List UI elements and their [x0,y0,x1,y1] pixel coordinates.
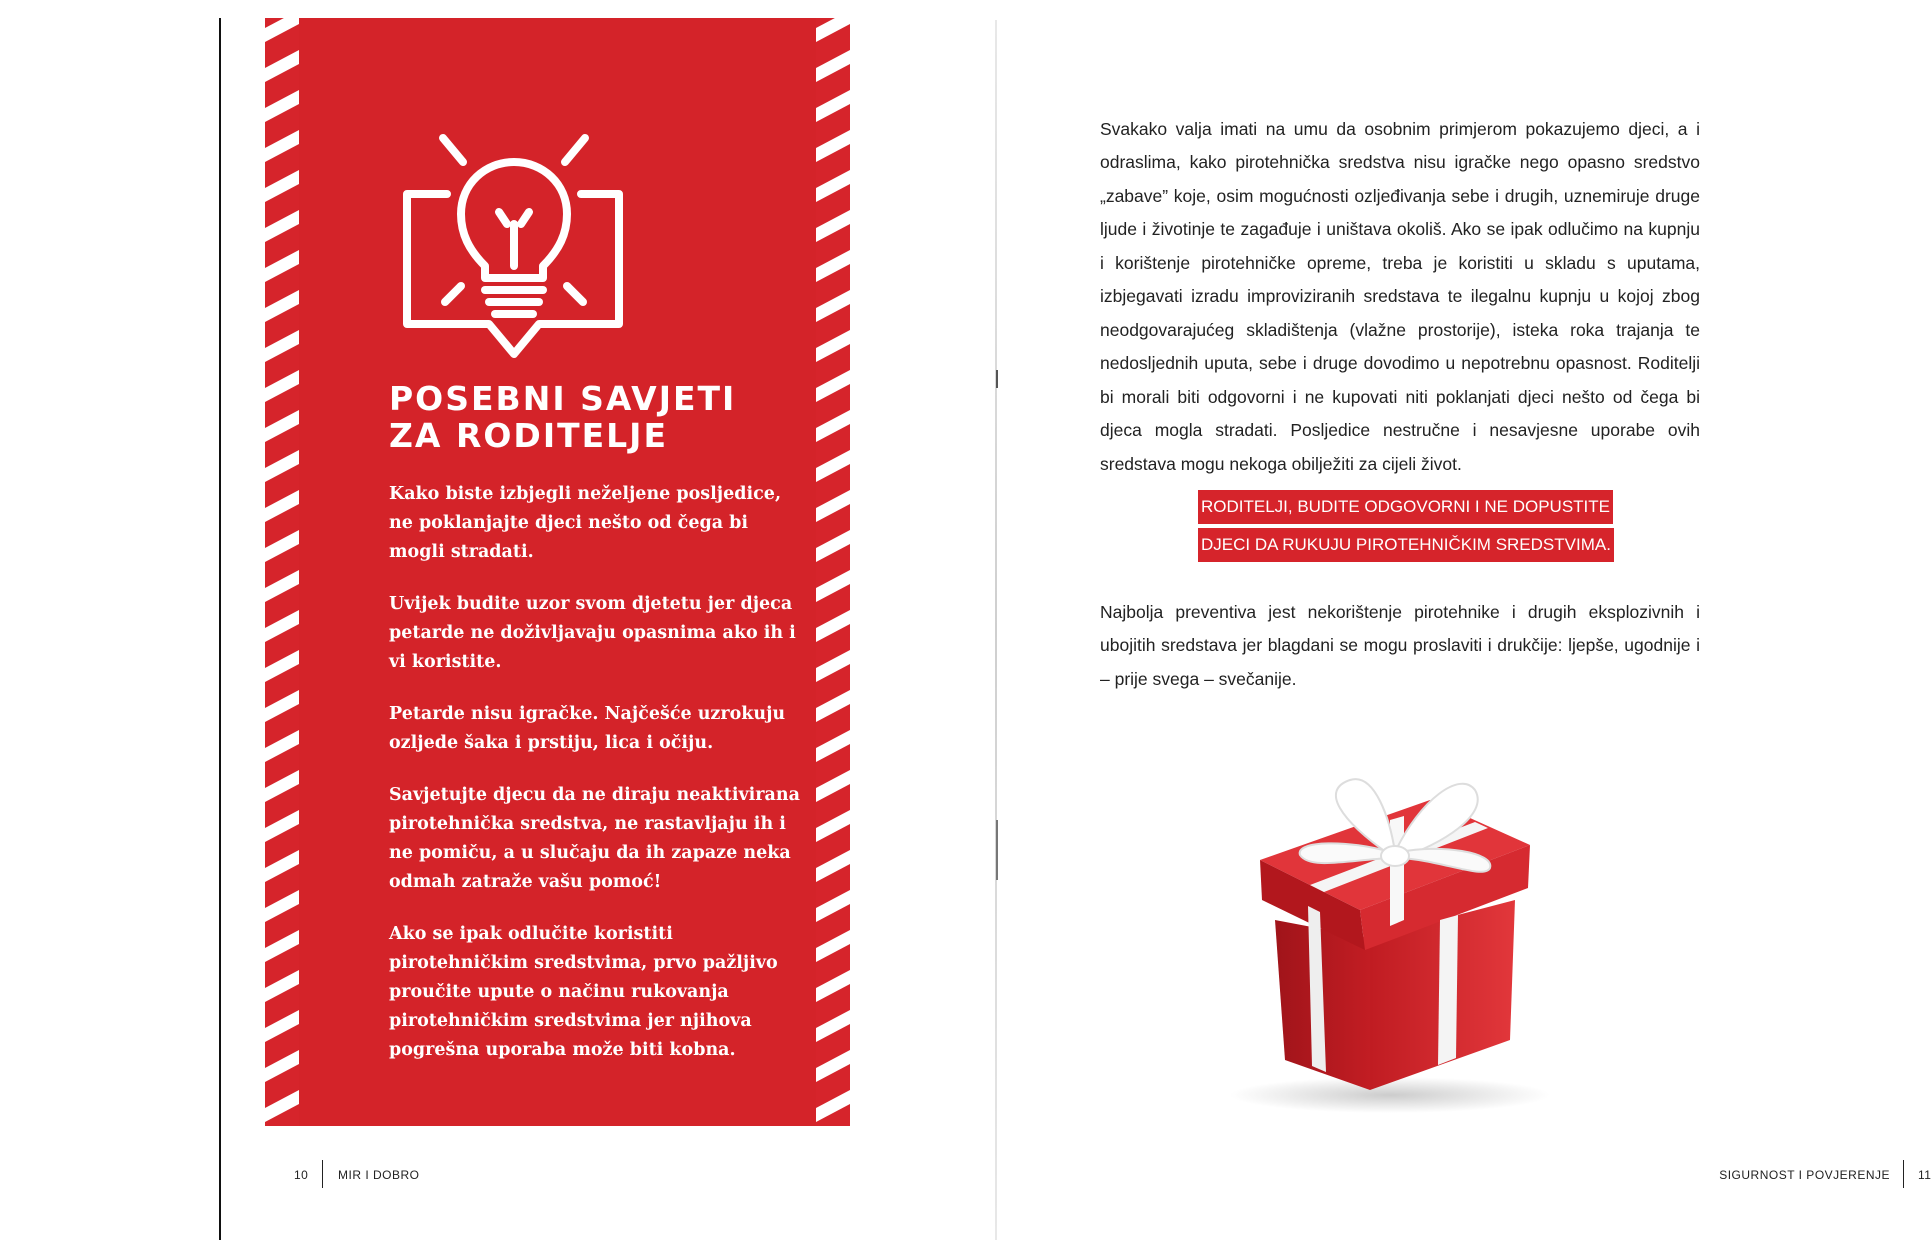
body-paragraph: Najbolja preventiva jest nekorištenje pirotehnike i drugih eksplozivnih i ubojitih sredstava jer blagdani se mogu proslaviti i drukčije: ljepše, ugodnije i – prije svega – svečanije. [1100,601,1700,689]
poster-title [389,380,819,454]
tip-item: Savjetujte djecu da ne diraju neaktivirana pirotehnička sredstva, ne rastavljaju ih i ne pomiču, a u slučaju da ih zapaze neka odmah zatraže vašu pomoć! [389,785,800,892]
page-number: 11 [1918,1168,1931,1182]
tip-item: Uvijek budite uzor svom djetetu jer djeca petarde ne doživljavaju opasnima ako ih i vi koristite. [389,594,796,672]
highlighted-warning [1198,490,1614,566]
poster-title-line: POSEBNI SAVJETI [389,379,737,418]
tip-item: Kako biste izbjegli neželjene posljedice, ne poklanjajte djeci nešto od čega bi mogli stradati. [389,484,782,562]
highlight-line: RODITELJI, BUDITE ODGOVORNI I NE DOPUSTITE [1198,490,1613,524]
highlight-line: DJECI DA RUKUJU PIROTEHNIČKIM SREDSTVIMA. [1198,528,1614,562]
tip-item: Ako se ipak odlučite koristiti pirotehničkim sredstvima, prvo pažljivo proučite upute o načinu rukovanja pirotehničkim sredstvima jer njihova pogrešna uporaba može biti kobna. [389,924,778,1060]
footer-section-title: MIR I DOBRO [338,1168,420,1182]
parents-tips-poster [265,18,850,1126]
poster-title-line: ZA RODITELJE [389,416,668,455]
lightbulb-idea-icon [399,126,629,366]
footer-section-title: SIGURNOST I POVJERENJE [1719,1168,1890,1182]
tips-list [389,480,809,1088]
gift-box-image [1190,760,1590,1120]
poster-stripe-border-right [816,18,850,1126]
footer-divider [322,1160,323,1188]
page-number: 10 [294,1168,309,1182]
poster-content [299,18,816,1126]
right-page [990,0,1931,1240]
poster-stripe-border-left [265,18,299,1126]
tip-item: Petarde nisu igračke. Najčešće uzrokuju ozljede šaka i prstiju, lica i očiju. [389,704,786,753]
footer-divider [1903,1160,1904,1188]
body-paragraph: Svakako valja imati na umu da osobnim primjerom pokazujemo djeci, a i odraslima, kako pirotehnička sredstva nisu igračke nego opasno sredstvo „zabave” koje, osim mogućnosti ozljeđivanja sebe i drugih, uznemiruje druge ljude i životinje te zagađuje i uništava okoliš. Ako se ipak odlučimo na kupnju i korištenje pirotehničke opreme, treba je koristiti u skladu s uputama, izbjegavati izradu improviziranih sredstava te ilegalnu kupnju u kojoj zbog neodgovarajućeg skladištenja (vlažne prostorije), isteka roka trajanja te nedosljednih uputa, sebe i druge dovodimo u nepotrebnu opasnost. Roditelji bi morali biti odgovorni i ne kupovati niti poklanjati djeci nešto od čega bi djeca mogla stradati. Posljedice nestručne i nesavjesne uporabe ovih sredstava mogu nekoga obilježiti za cijeli život. [1100,118,1700,474]
